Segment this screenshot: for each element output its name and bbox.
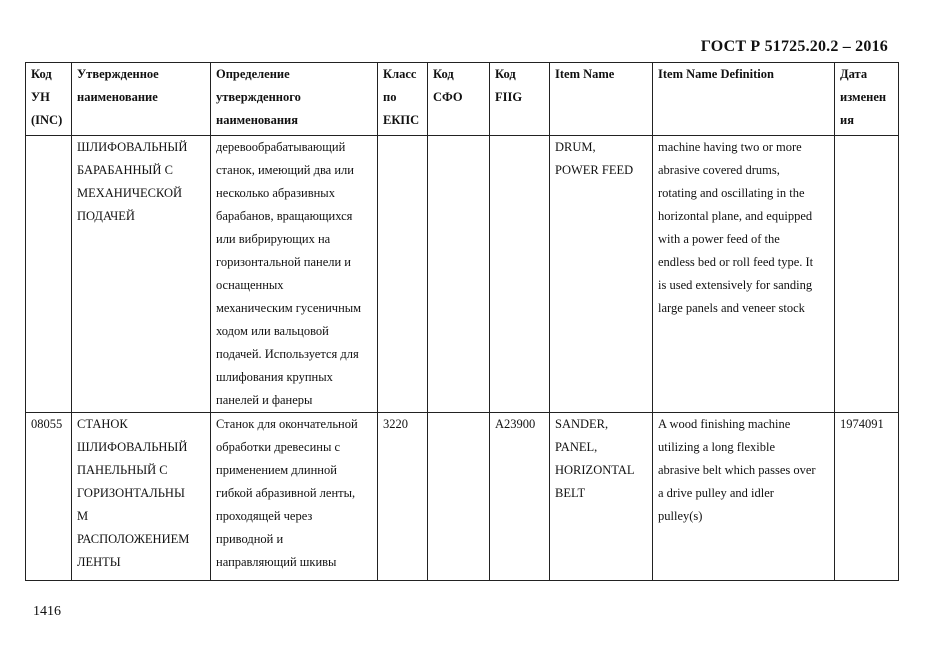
table-row	[26, 136, 899, 413]
cell-class-ekps: 3220	[378, 413, 428, 581]
cell-code-un: 08055	[26, 413, 72, 581]
header-class-ekps: Класс по ЕКПС	[378, 63, 428, 136]
cell-code-sfo	[428, 413, 490, 581]
cell-code-fiig: A23900	[490, 413, 550, 581]
cell-item-name: SANDER, PANEL, HORIZONTAL BELT	[550, 413, 653, 581]
cell-approved-name: СТАНОК ШЛИФОВАЛЬНЫЙ ПАНЕЛЬНЫЙ С ГОРИЗОНТАЛЬНЫ М РАСПОЛОЖЕНИЕМ ЛЕНТЫ	[72, 413, 211, 581]
cell-code-sfo	[428, 136, 490, 413]
cell-change-date	[835, 136, 899, 413]
cell-change-date: 1974091	[835, 413, 899, 581]
cell-item-name-definition: A wood finishing machine utilizing a long flexible abrasive belt which passes over a drive pulley and idler pulley(s)	[653, 413, 835, 581]
header-item-name: Item Name	[550, 63, 653, 136]
header-code-fiig: Код FIIG	[490, 63, 550, 136]
table-row	[26, 413, 899, 581]
cell-definition: деревообрабатывающий станок, имеющий два или несколько абразивных барабанов, вращающихся или вибрирующих на горизонтальной панели и оснащенных механическим гусеничным ходом или вальцовой подачей. Используется для шлифования крупных панелей и фанеры	[211, 136, 378, 413]
standard-number: ГОСТ Р 51725.20.2 – 2016	[700, 38, 888, 55]
header-definition: Определение утвержденного наименования	[211, 63, 378, 136]
cell-definition: Станок для окончательной обработки древесины с применением длинной гибкой абразивной ленты, проходящей через приводной и направляющий шкивы	[211, 413, 378, 581]
header-code-un: Код УН (INC)	[26, 63, 72, 136]
header-code-sfo: Код СФО	[428, 63, 490, 136]
cell-class-ekps	[378, 136, 428, 413]
header-item-name-definition: Item Name Definition	[653, 63, 835, 136]
cell-approved-name: ШЛИФОВАЛЬНЫЙ БАРАБАННЫЙ С МЕХАНИЧЕСКОЙ ПОДАЧЕЙ	[72, 136, 211, 413]
specification-table	[25, 62, 899, 581]
cell-item-name-definition: machine having two or more abrasive covered drums, rotating and oscillating in the horizontal plane, and equipped with a power feed of the endless bed or roll feed type. It is used extensively for sanding large panels and veneer stock	[653, 136, 835, 413]
cell-code-un	[26, 136, 72, 413]
header-change-date: Дата изменен ия	[835, 63, 899, 136]
cell-item-name: DRUM, POWER FEED	[550, 136, 653, 413]
cell-code-fiig	[490, 136, 550, 413]
page-number: 1416	[33, 604, 61, 619]
header-approved-name: Утвержденное наименование	[72, 63, 211, 136]
table-header-row	[26, 63, 899, 136]
